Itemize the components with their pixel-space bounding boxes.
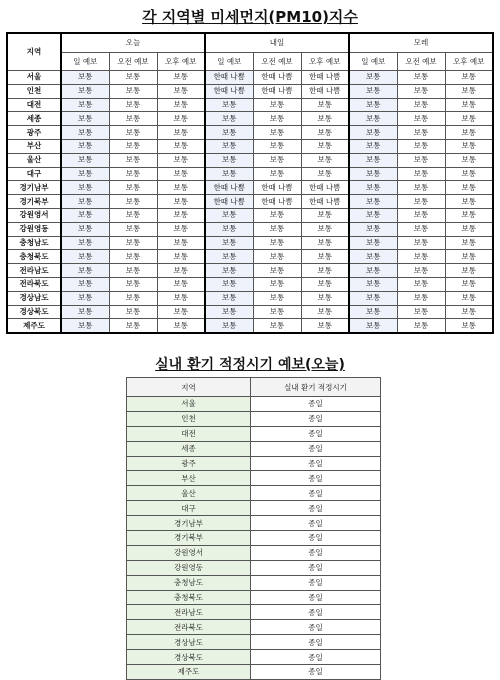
region-cell: 경상남도 (7, 291, 61, 305)
table-row (127, 501, 381, 516)
forecast-cell: 보통 (61, 236, 109, 250)
forecast-cell: 보통 (445, 153, 493, 167)
region-cell: 제주도 (7, 319, 61, 333)
forecast-cell: 보통 (157, 277, 205, 291)
ventilation-time-cell: 종일 (251, 426, 381, 441)
ventilation-region-cell: 경상북도 (127, 650, 251, 665)
ventilation-time-cell: 종일 (251, 635, 381, 650)
region-cell: 전라북도 (7, 277, 61, 291)
table-row (7, 319, 493, 333)
ventilation-region-cell: 강원영동 (127, 560, 251, 575)
ventilation-time-cell: 종일 (251, 650, 381, 665)
table-row (127, 411, 381, 426)
ventilation-region-cell: 전라북도 (127, 620, 251, 635)
forecast-cell: 보통 (397, 264, 445, 278)
region-cell: 인천 (7, 84, 61, 98)
forecast-cell: 보통 (157, 126, 205, 140)
forecast-cell: 보통 (349, 112, 397, 126)
forecast-cell: 보통 (61, 71, 109, 85)
region-cell: 울산 (7, 153, 61, 167)
forecast-cell: 보통 (109, 319, 157, 333)
forecast-cell: 보통 (253, 139, 301, 153)
ventilation-time-cell: 종일 (251, 665, 381, 680)
forecast-cell: 보통 (301, 208, 349, 222)
ventilation-region-cell: 세종 (127, 441, 251, 456)
forecast-cell: 보통 (157, 139, 205, 153)
forecast-cell: 보통 (61, 153, 109, 167)
forecast-cell: 보통 (205, 305, 253, 319)
table-row (127, 560, 381, 575)
forecast-cell: 보통 (109, 291, 157, 305)
region-cell: 대전 (7, 98, 61, 112)
forecast-cell: 보통 (445, 250, 493, 264)
forecast-cell: 보통 (253, 305, 301, 319)
forecast-cell: 보통 (445, 71, 493, 85)
table-row (7, 112, 493, 126)
forecast-cell: 보통 (397, 112, 445, 126)
forecast-cell: 보통 (61, 277, 109, 291)
forecast-cell: 보통 (109, 153, 157, 167)
ventilation-region-cell: 대구 (127, 501, 251, 516)
sub-header-row (7, 53, 493, 71)
forecast-cell: 한때 나쁨 (301, 195, 349, 209)
forecast-cell: 보통 (349, 98, 397, 112)
forecast-cell: 보통 (157, 112, 205, 126)
forecast-cell: 보통 (205, 236, 253, 250)
forecast-cell: 보통 (253, 291, 301, 305)
forecast-cell: 보통 (157, 291, 205, 305)
table-row (7, 167, 493, 181)
table-row (7, 84, 493, 98)
forecast-cell: 보통 (301, 167, 349, 181)
region-cell: 경기북부 (7, 195, 61, 209)
forecast-cell: 보통 (445, 277, 493, 291)
forecast-cell: 보통 (445, 112, 493, 126)
forecast-cell: 보통 (205, 222, 253, 236)
ventilation-region-cell: 서울 (127, 397, 251, 412)
region-cell: 대구 (7, 167, 61, 181)
forecast-cell: 보통 (157, 181, 205, 195)
pm10-index-table (6, 32, 494, 334)
table-row (127, 456, 381, 471)
ventilation-region-cell: 경기북부 (127, 531, 251, 546)
forecast-cell: 보통 (301, 98, 349, 112)
forecast-cell: 보통 (349, 84, 397, 98)
forecast-cell: 보통 (205, 277, 253, 291)
ventilation-time-cell: 종일 (251, 397, 381, 412)
forecast-cell: 보통 (61, 112, 109, 126)
forecast-cell: 보통 (253, 264, 301, 278)
forecast-cell: 보통 (109, 167, 157, 181)
forecast-cell: 보통 (253, 222, 301, 236)
forecast-cell: 보통 (61, 167, 109, 181)
region-header: 지역 (7, 33, 61, 71)
forecast-cell: 한때 나쁨 (253, 84, 301, 98)
ventilation-time-cell: 종일 (251, 516, 381, 531)
forecast-cell: 보통 (205, 319, 253, 333)
forecast-cell: 보통 (205, 291, 253, 305)
forecast-cell: 보통 (349, 167, 397, 181)
forecast-cell: 보통 (397, 139, 445, 153)
forecast-cell: 보통 (301, 126, 349, 140)
forecast-cell: 한때 나쁨 (301, 181, 349, 195)
forecast-cell: 보통 (109, 264, 157, 278)
forecast-cell: 보통 (445, 222, 493, 236)
forecast-cell: 보통 (253, 153, 301, 167)
region-cell: 강원영서 (7, 208, 61, 222)
table-row (7, 222, 493, 236)
forecast-cell: 보통 (397, 250, 445, 264)
forecast-cell: 보통 (61, 208, 109, 222)
forecast-cell: 보통 (157, 208, 205, 222)
table-row (127, 516, 381, 531)
forecast-cell: 보통 (445, 139, 493, 153)
forecast-cell: 보통 (301, 250, 349, 264)
forecast-cell: 보통 (397, 291, 445, 305)
forecast-cell: 보통 (205, 264, 253, 278)
forecast-cell: 보통 (61, 291, 109, 305)
forecast-cell: 보통 (61, 195, 109, 209)
forecast-cell: 보통 (349, 319, 397, 333)
forecast-cell: 보통 (349, 250, 397, 264)
forecast-cell: 보통 (61, 139, 109, 153)
forecast-cell: 보통 (445, 84, 493, 98)
table-row (7, 305, 493, 319)
forecast-cell: 보통 (301, 112, 349, 126)
forecast-cell: 보통 (157, 319, 205, 333)
forecast-cell: 보통 (109, 208, 157, 222)
forecast-cell: 보통 (253, 277, 301, 291)
ventilation-region-cell: 부산 (127, 471, 251, 486)
table-row (127, 635, 381, 650)
forecast-cell: 보통 (349, 277, 397, 291)
ventilation-time-cell: 종일 (251, 411, 381, 426)
forecast-cell: 보통 (253, 250, 301, 264)
forecast-cell: 보통 (349, 208, 397, 222)
forecast-cell: 보통 (157, 84, 205, 98)
forecast-cell: 보통 (445, 98, 493, 112)
forecast-cell: 보통 (301, 153, 349, 167)
forecast-cell: 보통 (397, 305, 445, 319)
forecast-cell: 보통 (109, 71, 157, 85)
forecast-cell: 한때 나쁨 (301, 71, 349, 85)
forecast-cell: 보통 (109, 84, 157, 98)
forecast-cell: 보통 (445, 195, 493, 209)
ventilation-region-cell: 충청남도 (127, 575, 251, 590)
ventilation-region-cell: 울산 (127, 486, 251, 501)
region-cell: 경기남부 (7, 181, 61, 195)
forecast-cell: 보통 (301, 236, 349, 250)
ventilation-time-cell: 종일 (251, 620, 381, 635)
region-cell: 세종 (7, 112, 61, 126)
forecast-cell: 보통 (349, 126, 397, 140)
forecast-cell: 보통 (301, 139, 349, 153)
forecast-cell: 보통 (253, 112, 301, 126)
table-row (7, 181, 493, 195)
forecast-cell: 보통 (205, 139, 253, 153)
ventilation-region-cell: 광주 (127, 456, 251, 471)
forecast-cell: 보통 (109, 112, 157, 126)
forecast-cell: 보통 (397, 98, 445, 112)
table-row (127, 531, 381, 546)
ventilation-time-cell: 종일 (251, 456, 381, 471)
forecast-cell: 보통 (397, 84, 445, 98)
forecast-cell: 보통 (397, 181, 445, 195)
forecast-cell: 보통 (157, 71, 205, 85)
ventilation-region-cell: 인천 (127, 411, 251, 426)
forecast-cell: 보통 (157, 167, 205, 181)
group-header-today: 오늘 (61, 33, 205, 53)
forecast-cell: 보통 (61, 222, 109, 236)
table-row (127, 471, 381, 486)
forecast-cell: 한때 나쁨 (253, 181, 301, 195)
ventilation-time-cell: 종일 (251, 590, 381, 605)
table-row (7, 98, 493, 112)
sub-header-daily: 일 예보 (349, 53, 397, 71)
forecast-cell: 보통 (157, 153, 205, 167)
forecast-cell: 보통 (445, 236, 493, 250)
ventilation-region-cell: 제주도 (127, 665, 251, 680)
forecast-cell: 보통 (301, 222, 349, 236)
group-header-tomorrow: 내일 (205, 33, 349, 53)
group-header-row (7, 33, 493, 53)
forecast-cell: 보통 (205, 167, 253, 181)
region-cell: 광주 (7, 126, 61, 140)
forecast-cell: 보통 (445, 126, 493, 140)
forecast-cell: 보통 (301, 319, 349, 333)
forecast-cell: 한때 나쁨 (253, 195, 301, 209)
region-cell: 부산 (7, 139, 61, 153)
forecast-cell: 보통 (445, 305, 493, 319)
forecast-cell: 보통 (397, 222, 445, 236)
forecast-cell: 보통 (205, 112, 253, 126)
forecast-cell: 보통 (61, 84, 109, 98)
pm-table-title: 각 지역별 미세먼지(PM10)지수 (142, 8, 358, 26)
forecast-cell: 보통 (157, 98, 205, 112)
sub-header-morning: 오전 예보 (397, 53, 445, 71)
forecast-cell: 보통 (109, 181, 157, 195)
forecast-cell: 보통 (301, 264, 349, 278)
forecast-cell: 보통 (397, 319, 445, 333)
forecast-cell: 보통 (157, 195, 205, 209)
table-row (7, 291, 493, 305)
forecast-cell: 보통 (61, 319, 109, 333)
table-row (7, 277, 493, 291)
forecast-cell: 보통 (109, 222, 157, 236)
ventilation-time-header: 실내 환기 적정시기 (251, 378, 381, 397)
ventilation-region-cell: 대전 (127, 426, 251, 441)
ventilation-time-cell: 종일 (251, 501, 381, 516)
forecast-cell: 보통 (301, 291, 349, 305)
forecast-cell: 보통 (397, 71, 445, 85)
forecast-cell: 보통 (61, 181, 109, 195)
forecast-cell: 보통 (253, 319, 301, 333)
ventilation-forecast-table (126, 377, 381, 680)
sub-header-afternoon: 오후 예보 (445, 53, 493, 71)
region-cell: 경상북도 (7, 305, 61, 319)
ventilation-time-cell: 종일 (251, 605, 381, 620)
sub-header-morning: 오전 예보 (109, 53, 157, 71)
forecast-cell: 보통 (301, 305, 349, 319)
forecast-cell: 보통 (109, 139, 157, 153)
ventilation-region-cell: 경기남부 (127, 516, 251, 531)
forecast-cell: 보통 (301, 277, 349, 291)
forecast-cell: 한때 나쁨 (205, 84, 253, 98)
forecast-cell: 보통 (397, 236, 445, 250)
forecast-cell: 보통 (349, 195, 397, 209)
forecast-cell: 보통 (253, 126, 301, 140)
ventilation-region-header: 지역 (127, 378, 251, 397)
ventilation-region-cell: 전라남도 (127, 605, 251, 620)
group-header-day-after: 모레 (349, 33, 493, 53)
table-row (7, 71, 493, 85)
forecast-cell: 한때 나쁨 (205, 71, 253, 85)
forecast-cell: 보통 (349, 236, 397, 250)
ventilation-time-cell: 종일 (251, 486, 381, 501)
region-cell: 서울 (7, 71, 61, 85)
forecast-cell: 보통 (109, 277, 157, 291)
forecast-cell: 보통 (349, 153, 397, 167)
forecast-cell: 보통 (397, 277, 445, 291)
forecast-cell: 보통 (253, 208, 301, 222)
forecast-cell: 보통 (205, 153, 253, 167)
ventilation-region-cell: 경상남도 (127, 635, 251, 650)
forecast-cell: 한때 나쁨 (205, 181, 253, 195)
forecast-cell: 보통 (109, 98, 157, 112)
sub-header-afternoon: 오후 예보 (301, 53, 349, 71)
forecast-cell: 보통 (61, 126, 109, 140)
ventilation-time-cell: 종일 (251, 545, 381, 560)
ventilation-region-cell: 강원영서 (127, 545, 251, 560)
forecast-cell: 보통 (157, 250, 205, 264)
forecast-cell: 보통 (109, 195, 157, 209)
table-row (127, 426, 381, 441)
sub-header-afternoon: 오후 예보 (157, 53, 205, 71)
region-cell: 충청북도 (7, 250, 61, 264)
table-row (7, 139, 493, 153)
table-row (7, 208, 493, 222)
forecast-cell: 보통 (109, 305, 157, 319)
forecast-cell: 보통 (349, 139, 397, 153)
table-row (127, 441, 381, 456)
ventilation-time-cell: 종일 (251, 471, 381, 486)
forecast-cell: 보통 (253, 98, 301, 112)
ventilation-table-title: 실내 환기 적정시기 예보(오늘) (155, 357, 345, 373)
forecast-cell: 보통 (253, 167, 301, 181)
forecast-cell: 보통 (157, 222, 205, 236)
forecast-cell: 보통 (205, 98, 253, 112)
forecast-cell: 보통 (61, 98, 109, 112)
forecast-cell: 보통 (109, 126, 157, 140)
ventilation-header-row (127, 378, 381, 397)
table-row (127, 605, 381, 620)
table-row (127, 575, 381, 590)
forecast-cell: 보통 (445, 181, 493, 195)
forecast-cell: 보통 (349, 222, 397, 236)
forecast-cell: 보통 (205, 250, 253, 264)
forecast-cell: 보통 (445, 291, 493, 305)
table-row (7, 264, 493, 278)
forecast-cell: 한때 나쁨 (205, 195, 253, 209)
region-cell: 전라남도 (7, 264, 61, 278)
forecast-cell: 보통 (61, 250, 109, 264)
region-cell: 충청남도 (7, 236, 61, 250)
forecast-cell: 보통 (205, 126, 253, 140)
forecast-cell: 보통 (397, 153, 445, 167)
table-row (127, 620, 381, 635)
forecast-cell: 한때 나쁨 (301, 84, 349, 98)
ventilation-time-cell: 종일 (251, 575, 381, 590)
forecast-cell: 보통 (157, 305, 205, 319)
forecast-cell: 보통 (349, 291, 397, 305)
forecast-cell: 한때 나쁨 (253, 71, 301, 85)
forecast-cell: 보통 (445, 264, 493, 278)
table-row (7, 153, 493, 167)
forecast-cell: 보통 (349, 181, 397, 195)
forecast-cell: 보통 (445, 208, 493, 222)
forecast-cell: 보통 (397, 126, 445, 140)
table-row (127, 397, 381, 412)
forecast-cell: 보통 (397, 167, 445, 181)
forecast-cell: 보통 (157, 236, 205, 250)
ventilation-time-cell: 종일 (251, 531, 381, 546)
forecast-cell: 보통 (61, 264, 109, 278)
region-cell: 강원영동 (7, 222, 61, 236)
ventilation-time-cell: 종일 (251, 441, 381, 456)
forecast-cell: 보통 (349, 71, 397, 85)
forecast-cell: 보통 (397, 195, 445, 209)
ventilation-region-cell: 충청북도 (127, 590, 251, 605)
forecast-cell: 보통 (397, 208, 445, 222)
sub-header-morning: 오전 예보 (253, 53, 301, 71)
forecast-cell: 보통 (109, 236, 157, 250)
table-row (7, 250, 493, 264)
forecast-cell: 보통 (253, 236, 301, 250)
table-row (127, 545, 381, 560)
forecast-cell: 보통 (349, 305, 397, 319)
table-row (127, 486, 381, 501)
forecast-cell: 보통 (445, 319, 493, 333)
forecast-cell: 보통 (109, 250, 157, 264)
forecast-cell: 보통 (157, 264, 205, 278)
ventilation-time-cell: 종일 (251, 560, 381, 575)
table-row (7, 236, 493, 250)
table-row (127, 590, 381, 605)
sub-header-daily: 일 예보 (61, 53, 109, 71)
forecast-cell: 보통 (349, 264, 397, 278)
table-row (127, 650, 381, 665)
table-row (7, 195, 493, 209)
sub-header-daily: 일 예보 (205, 53, 253, 71)
forecast-cell: 보통 (205, 208, 253, 222)
table-row (7, 126, 493, 140)
forecast-cell: 보통 (445, 167, 493, 181)
forecast-cell: 보통 (61, 305, 109, 319)
